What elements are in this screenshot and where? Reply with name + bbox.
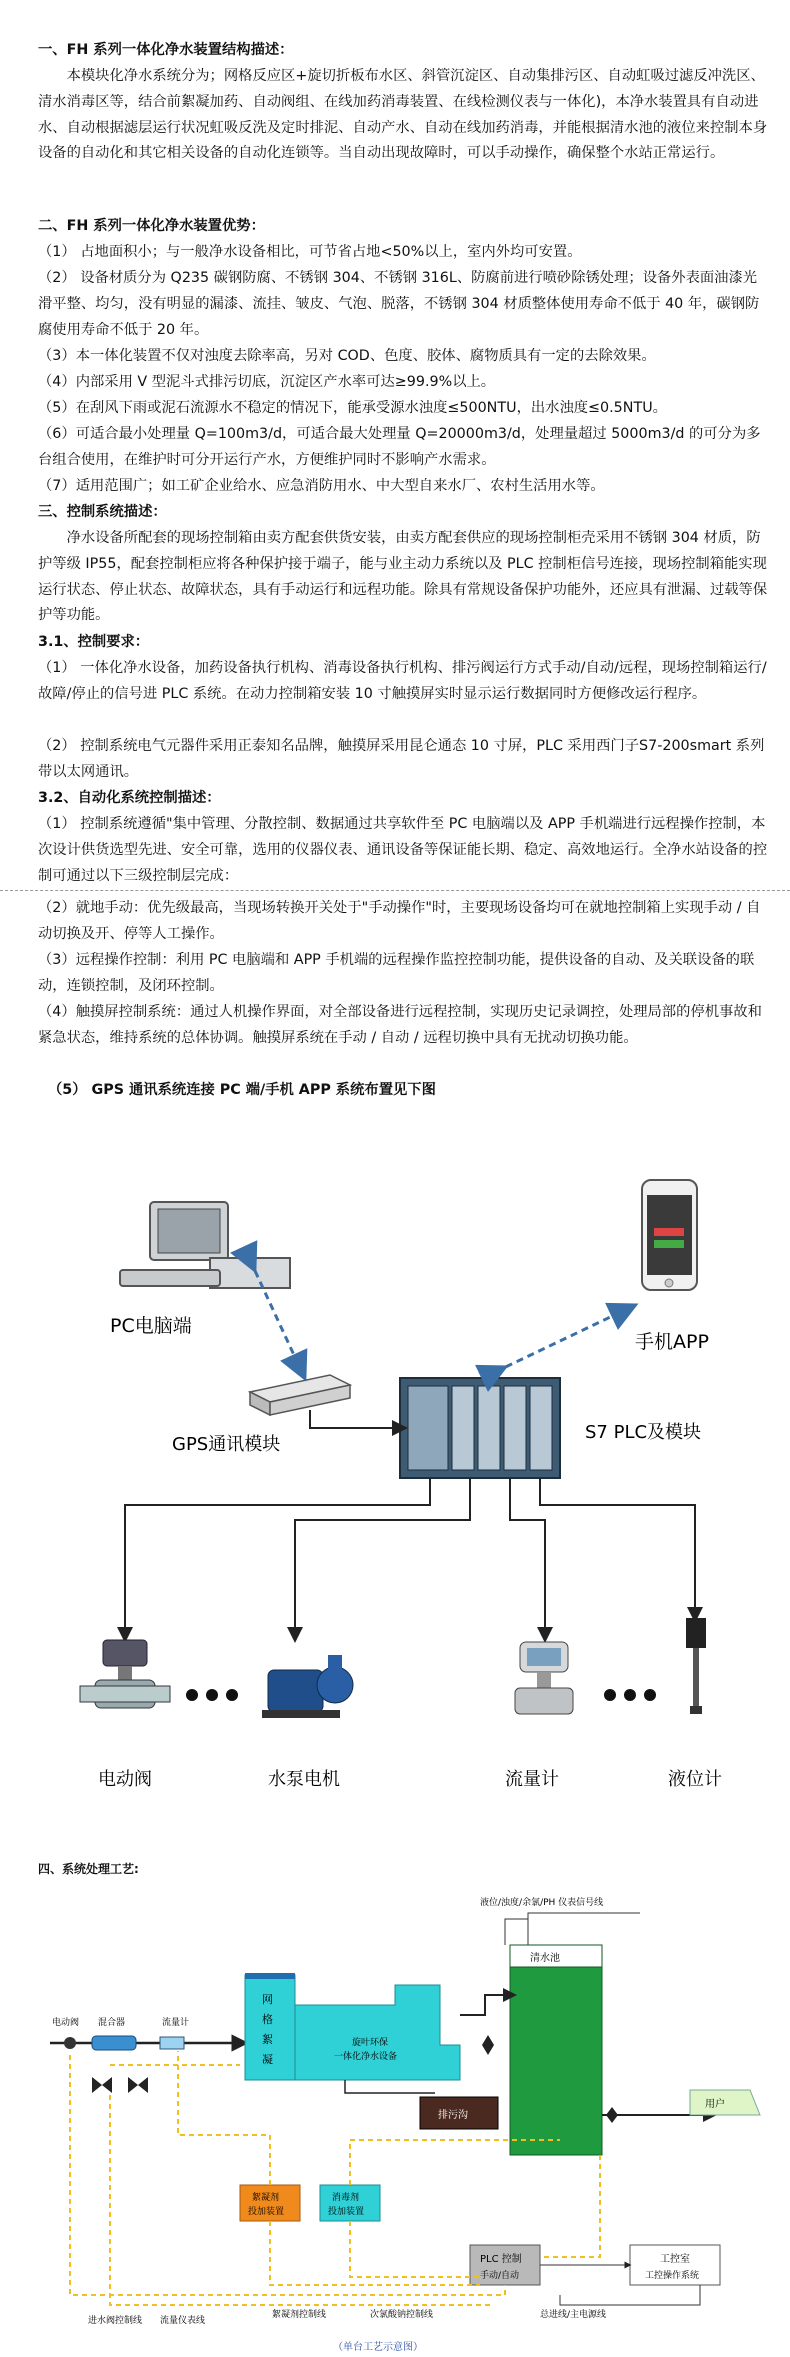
equipment-label-2: 一体化净水设备 [334,2052,398,2062]
level-label: 液位计 [668,1769,722,1790]
section3-1-title: 3.1、控制要求： [38,634,150,650]
flow-line-label: 流量仪表线 [160,2316,206,2326]
user-icon [690,2090,760,2115]
grid-char-2: 格 [262,2013,273,2026]
level-gauge-icon [686,1618,706,1714]
page-break-line [0,890,790,891]
plc-label: S7 PLC及模块 [585,1422,702,1443]
diagram-caption: （单台工艺示意图） [333,2342,423,2353]
process-flow-diagram [0,1885,790,2355]
control-architecture-diagram [0,1110,790,1840]
flowmeter-text: 流量计 [162,2018,190,2028]
inlet-line-label: 进水阀控制线 [88,2316,143,2326]
grid-char-1: 网 [262,1993,273,2006]
plc-label-1: PLC 控制 [480,2254,522,2265]
flowmeter-label: 流量计 [505,1769,559,1790]
section2-item-4: （4）内部采用 V 型泥斗式排污切底，沉淀区产水率可达≥99.9%以上。 [38,374,496,390]
section3-1-item-2: （2） 控制系统电气元器件采用正泰知名品牌，触摸屏采用昆仑通态 10 寸屏，PLC 采用西门子S7-200smart 系列带以太网通讯。 [38,738,765,780]
ellipsis-dots [186,1689,656,1701]
control-room-label-2: 工控操作系统 [645,2271,700,2281]
bypass-valve-icon [128,2077,148,2093]
pump-label: 水泵电机 [268,1769,340,1790]
flowmeter-box [160,2037,184,2049]
gps-plc-link [310,1410,400,1428]
section3-2-item-4: （4）触摸屏控制系统：通过人机操作界面，对全部设备进行远程控制，实现历史记录调控，处理局部的停机事故和紧急状态，维持系统的总体协调。触摸屏系统在手动 / 自动 / 远程切换中具有无扰动切换功能。 [38,1004,762,1046]
grid-char-3: 絮 [262,2033,273,2046]
gps-label: GPS通讯模块 [172,1434,281,1455]
signal-line [528,1913,640,1945]
coag-valve-icon [92,2077,112,2093]
section2-item-6: （6）可适合最小处理量 Q=100m3/d，可适合最大处理量 Q=20000m3/d，处理量超过 5000m3/d 的可分为多台组合使用，在维护时可分开运行产水，方便维护同时不影响产水需求。 [38,426,761,468]
pool-inlet-valve [482,2035,494,2055]
field-bus-lines [125,1478,695,1635]
section2-item-5: （5）在刮风下雨或泥石流源水不稳定的情况下，能承受源水浊度≤500NTU，出水浊度≤0.5NTU。 [38,400,667,416]
section2-title: 二、FH 系列一体化净水装置优势： [38,218,265,234]
section2-item-2: （2） 设备材质分为 Q235 碳钢防腐、不锈钢 304、不锈钢 316L、防腐前进行喷砂除锈处理；设备外表面油漆光滑平整、均匀，没有明显的漏漆、流挂、皱皮、气泡、脱落，不锈钢 304 材质整体使用寿命不低于 40 年，碳钢防腐使用寿命不低于 20 年。 [38,270,760,338]
clear-water-pool [510,1945,602,2155]
clear-pool-label: 清水池 [530,1953,560,1964]
user-label: 用户 [705,2099,725,2110]
section3-body: 净水设备所配套的现场控制箱由卖方配套供货安装，由卖方配套供应的现场控制柜壳采用不锈钢 304 材质，防护等级 IP55，配套控制柜应将各种保护接于端子，能与业主动力系统以及 PLC 控制柜信号连接，现场控制箱能实现运行状态、停止状态、故障状态，具有手动运行和远程功能。除具有常规设备保护功能外，还应具有泄漏、过载等保护等功能。 [38,530,768,624]
pc-icon [120,1202,290,1288]
drain-label: 排污沟 [438,2110,468,2121]
control-room-label-1: 工控室 [660,2254,690,2265]
section2-item-1: （1） 占地面积小；与一般净水设备相比，可节省占地<50%以上，室内外均可安置。 [38,244,582,260]
gps-diagram-title: （5） GPS 通讯系统连接 PC 端/手机 APP 系统布置见下图 [48,1082,436,1098]
pc-label: PC电脑端 [110,1315,192,1337]
disinf-line-label: 次氯酸钠控制线 [370,2310,434,2320]
mixer-text: 混合器 [98,2018,126,2028]
coag-line-label: 絮凝剂控制线 [272,2310,327,2320]
valve-label: 电动阀 [98,1769,152,1790]
section1-body: 本模块化净水系统分为；网格反应区+旋切折板布水区、斜管沉淀区、自动集排污区、自动虹吸过滤反冲洗区、清水消毒区等，结合前絮凝加药、自动阀组、在线加药消毒装置、在线检测仪表与一体化)，本净水装置具有自动进水、自动根据滤层运行状况虹吸反洗及定时排泥、自动产水、自动在线加药消毒，并能根据清水池的液位来控制本身设备的自动化和其它相关设备的自动化连锁等。当自动出现故障时，可以手动操作，确保整个水站正常运行。 [38,68,768,162]
power-line-label: 总进线/主电源线 [540,2310,607,2320]
section3-2-item-2: （2）就地手动：优先级最高，当现场转换开关处于"手动操作"时，主要现场设备均可在就地控制箱上实现手动 / 自动切换及开、停等人工操作。 [38,900,761,942]
gps-module-icon [250,1375,350,1415]
plc-app-link [495,1310,625,1372]
section2-item-3: （3）本一体化装置不仅对浊度去除率高，另对 COD、色度、胶体、腐物质具有一定的去除效果。 [38,348,656,364]
inlet-valve-icon [64,2037,76,2049]
integrated-equipment-tank [295,1985,460,2080]
plc-module-icon [400,1378,560,1478]
section3-2-item-1: （1） 控制系统遵循"集中管理、分散控制、数据通过共享软件至 PC 电脑端以及 APP 手机端进行远程操作控制，本次设计供货选型先进、安全可靠，选用的仪器仪表、通讯设备等保证能长期、稳定、高效地运行。全净水站设备的控制可通过以下三级控制层完成： [38,816,768,884]
equipment-label-1: 旋叶环保 [352,2038,389,2048]
section3-2-item-3: （3）远程操作控制：利用 PC 电脑端和 APP 手机端的远程操作监控控制功能，提供设备的自动、及关联设备的联动，连锁控制，及闭环控制。 [38,952,755,994]
valve-text: 电动阀 [52,2018,80,2028]
disinf-label-1: 消毒剂 [332,2193,360,2203]
app-label: 手机APP [635,1331,709,1353]
section3-title: 三、控制系统描述： [38,504,167,520]
section2-item-7: （7）适用范围广；如工矿企业给水、应急消防用水、中大型自来水厂、农村生活用水等。 [38,478,605,494]
section3-2-title: 3.2、自动化系统控制描述： [38,790,221,806]
grid-char-4: 凝 [262,2053,273,2066]
pump-motor-icon [262,1655,353,1718]
signal-line-label: 液位/浊度/余氯/PH 仪表信号线 [480,1898,604,1908]
coag-label-2: 投加装置 [248,2207,285,2217]
section1-title: 一、FH 系列一体化净水装置结构描述： [38,42,294,58]
coag-label-1: 絮凝剂 [252,2193,280,2203]
section4-title: 四、系统处理工艺: [38,1862,139,1876]
disinf-label-2: 投加装置 [328,2207,365,2217]
electric-valve-icon [80,1640,170,1708]
mixer-icon [92,2036,136,2050]
flowmeter-icon [515,1642,573,1714]
plc-label-2: 手动/自动 [480,2271,520,2281]
mobile-phone-icon [642,1180,697,1290]
section3-1-item-1: （1） 一体化净水设备，加药设备执行机构、消毒设备执行机构、排污阀运行方式手动/自动/远程，现场控制箱运行/故障/停止的信号进 PLC 系统。在动力控制箱安装 10 寸触摸屏实时显示运行数据同时方便修改运行程序。 [38,660,767,702]
